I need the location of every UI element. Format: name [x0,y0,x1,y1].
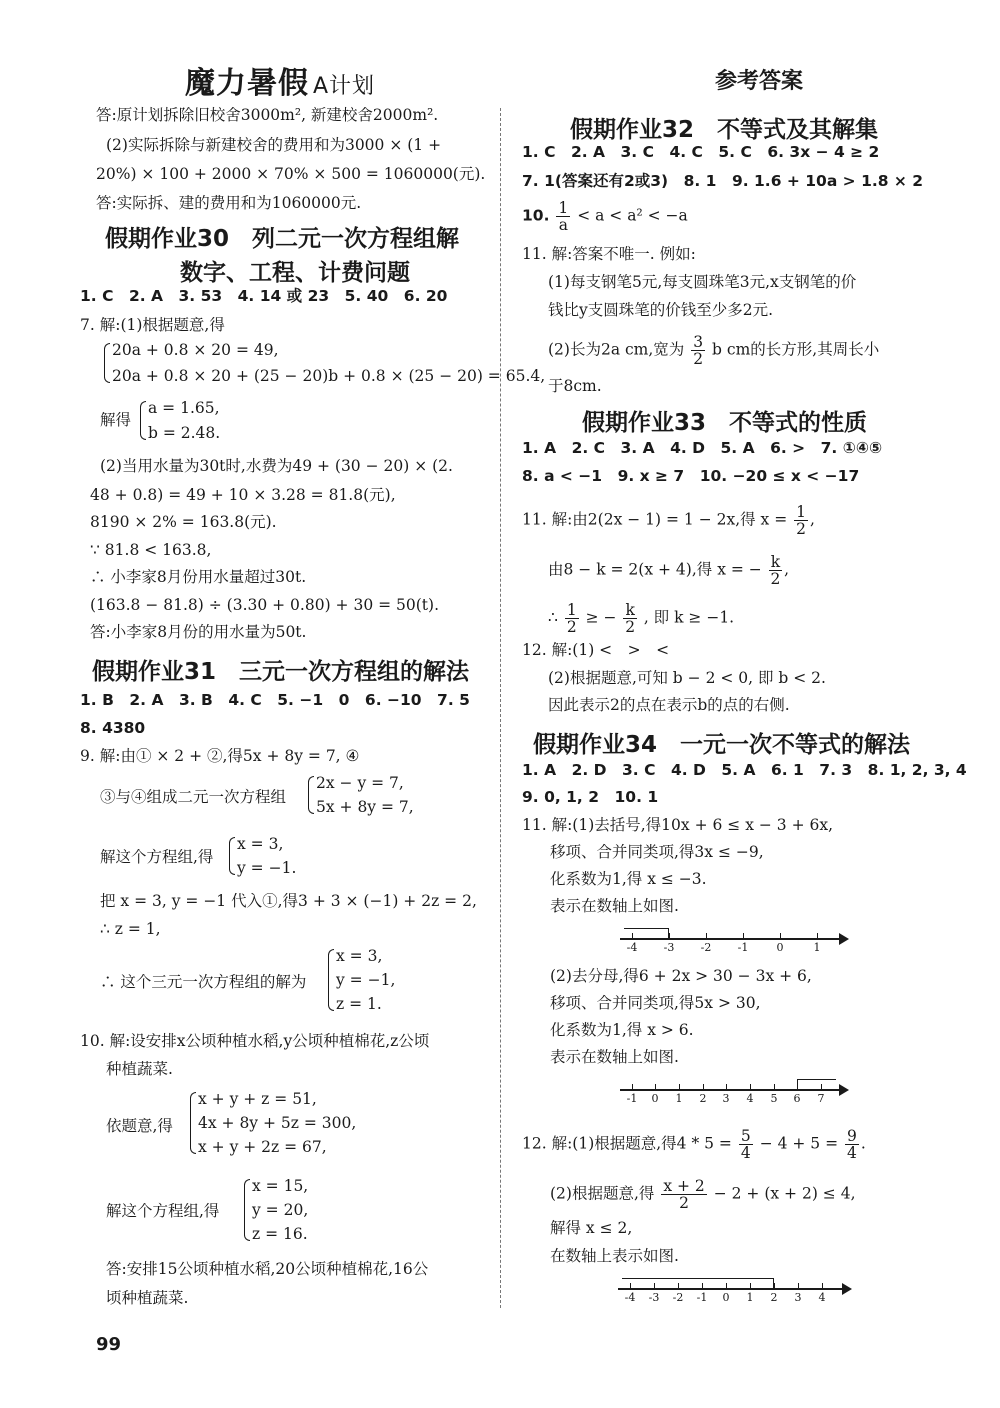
number-line-1: -4 -3 -2 -1 0 1 [620,928,845,958]
answer-line: 于8cm. [548,377,602,395]
answer-line: (2)当用水量为30t时,水费为49 + (30 − 20) × (2. [100,457,453,475]
answer-line: ∴ 小李家8月份用水量超过30t. [90,568,307,586]
solution-system: x = 3, y = −1, z = 1. [336,947,396,1013]
answer-line: (2)实际拆除与新建校舍的费用和为3000 × (1 + [106,136,442,154]
heading-33: 假期作业33 不等式的性质 [582,410,868,436]
answer-line: 11. 解:答案不唯一. 例如: [522,245,696,263]
column-divider [500,108,501,1308]
answer-line: 1. A 2. D 3. C 4. D 5. A 6. 1 7. 3 8. 1, 2, 3, 4 [522,761,967,779]
solution-system: a = 1.65, b = 2.48. [148,399,221,442]
equation-system: 20a + 0.8 × 20 = 49, 20a + 0.8 × 20 + (25 − 20)b + 0.8 × (25 − 20) = 65.4, [112,341,546,385]
answer-line: 解这个方程组,得 [100,848,214,866]
answer-line: ③与④组成二元一次方程组 [100,788,287,806]
answer-line: 1. C 2. A 3. 53 4. 14 或 23 5. 40 6. 20 [80,287,448,305]
answer-line: 48 + 0.8) = 49 + 10 × 3.28 = 81.8(元), [90,486,396,504]
heading-30: 假期作业30 列二元一次方程组解 [105,226,460,252]
answer-line: 9. 解:由① × 2 + ②,得5x + 8y = 7, ④ [80,747,360,765]
heading-30-sub: 数字、工程、计费问题 [180,260,410,286]
answer-line: 11. 解:(1)去括号,得10x + 6 ≤ x − 3 + 6x, [522,816,834,834]
answer-line: (163.8 − 81.8) ÷ (3.30 + 0.80) + 30 = 50(t). [90,596,439,614]
answer-line: ∴ z = 1, [100,920,161,938]
answer-line: 移项、合并同类项,得5x > 30, [550,994,761,1012]
answer-line: 解这个方程组,得 [106,1202,220,1220]
answer-line: 化系数为1,得 x > 6. [550,1021,694,1039]
equation-system: 2x − y = 7, 5x + 8y = 7, [316,774,414,816]
solution-system: x = 15, y = 20, z = 16. [252,1177,309,1243]
answer-line: 表示在数轴上如图. [550,1048,679,1066]
answer-line: 7. 1(答案还有2或3) 8. 1 9. 1.6 + 10a > 1.8 × 2 [522,172,924,190]
answer-line: 11. 解:由2(2x − 1) = 1 − 2x,得 x = $\frac{1}{2}$ , [522,503,815,538]
answer-line: (2)根据题意,可知 b − 2 < 0, 即 b < 2. [548,669,826,687]
answer-line: 10. 解:设安排x公顷种植水稻,y公顷种植棉花,z公顷 [80,1032,430,1050]
answer-line: 答:实际拆、建的费用和为1060000元. [96,194,362,212]
answer-line: 8190 × 2% = 163.8(元). [90,513,277,531]
answer-line: 移项、合并同类项,得3x ≤ −9, [550,843,764,861]
answer-line: 由8 − k = 2(x + 4),得 x = − $\frac{k}{2}$ , [548,553,790,588]
answer-line: ∵ 81.8 < 163.8, [90,541,212,559]
book-title: 魔力暑假 A计划 [185,66,376,101]
answer-line: ∴ 这个三元一次方程组的解为 [100,973,307,991]
answer-line: 8. 4380 [80,719,146,737]
answer-line: 8. a < −1 9. x ≥ 7 10. −20 ≤ x < −17 [522,467,860,485]
solution-system: x = 3, y = −1. [237,835,297,877]
answer-line: 顷种植蔬菜. [106,1289,189,1307]
answer-line: (2)长为2a cm,宽为 $\frac{3}{2}$ b cm的长方形,其周长小 [548,333,880,368]
answer-line: (2)根据题意,得 $\frac{x + 2}{2}$ − 2 + (x + 2) ≤ 4, [550,1177,856,1212]
answer-line: 解得 x ≤ 2, [550,1219,633,1237]
page-number: 99 [96,1334,122,1355]
answer-line: 7. 解:(1)根据题意,得 [80,316,225,334]
answer-line: 12. 解:(1)根据题意,得4 * 5 = $\frac{5}{4}$ − 4 + 5 = $\frac{9}{4}$ . [522,1127,866,1162]
heading-31: 假期作业31 三元一次方程组的解法 [92,659,470,685]
answer-line: 依题意,得 [106,1117,173,1135]
heading-32: 假期作业32 不等式及其解集 [570,117,879,143]
answer-line: 在数轴上表示如图. [550,1247,679,1265]
number-line-2: -1 0 1 2 3 4 5 6 7 [620,1079,845,1109]
answer-line: 1. A 2. C 3. A 4. D 5. A 6. > 7. ①④⑤ [522,439,883,457]
answer-line: 解得 [100,411,132,429]
answer-line: 20%) × 100 + 2000 × 70% × 500 = 1060000(元). [96,165,486,183]
section-title: 参考答案 [715,69,804,94]
answer-line: ∴ $\frac{1}{2}$ ≥ − $\frac{k}{2}$ , 即 k ≥ −1. [548,601,735,636]
heading-34: 假期作业34 一元一次不等式的解法 [533,732,911,758]
answer-line: 钱比y支圆珠笔的价钱至少多2元. [548,301,774,319]
answer-line: 因此表示2的点在表示b的点的右侧. [548,696,790,714]
answer-line: 答:原计划拆除旧校舍3000m², 新建校舍2000m². [96,106,439,124]
number-line-3: -4 -3 -2 -1 0 1 2 3 4 [618,1278,848,1308]
answer-line: 种植蔬菜. [106,1060,173,1078]
answer-line: 12. 解:(1) < > < [522,641,670,659]
answer-line: 答:小李家8月份的用水量为50t. [90,623,307,641]
answer-line: (2)去分母,得6 + 2x > 30 − 3x + 6, [550,967,812,985]
answer-line: 化系数为1,得 x ≤ −3. [550,870,707,888]
answer-line: 9. 0, 1, 2 10. 1 [522,788,659,806]
answer-line: (1)每支钢笔5元,每支圆珠笔3元,x支钢笔的价 [548,273,857,291]
answer-line: 1. B 2. A 3. B 4. C 5. −1 0 6. −10 7. 5 [80,691,470,709]
answer-line: 答:安排15公顷种植水稻,20公顷种植棉花,16公 [106,1260,429,1278]
answer-line: 表示在数轴上如图. [550,897,679,915]
answer-line: 把 x = 3, y = −1 代入①,得3 + 3 × (−1) + 2z = 2, [100,892,477,910]
equation-system: x + y + z = 51, 4x + 8y + 5z = 300, x + y + 2z = 67, [198,1090,357,1156]
answer-line: 10. $\frac{1}{a}$ < a < a² < −a [522,199,688,234]
answer-line: 1. C 2. A 3. C 4. C 5. C 6. 3x − 4 ≥ 2 [522,143,880,161]
